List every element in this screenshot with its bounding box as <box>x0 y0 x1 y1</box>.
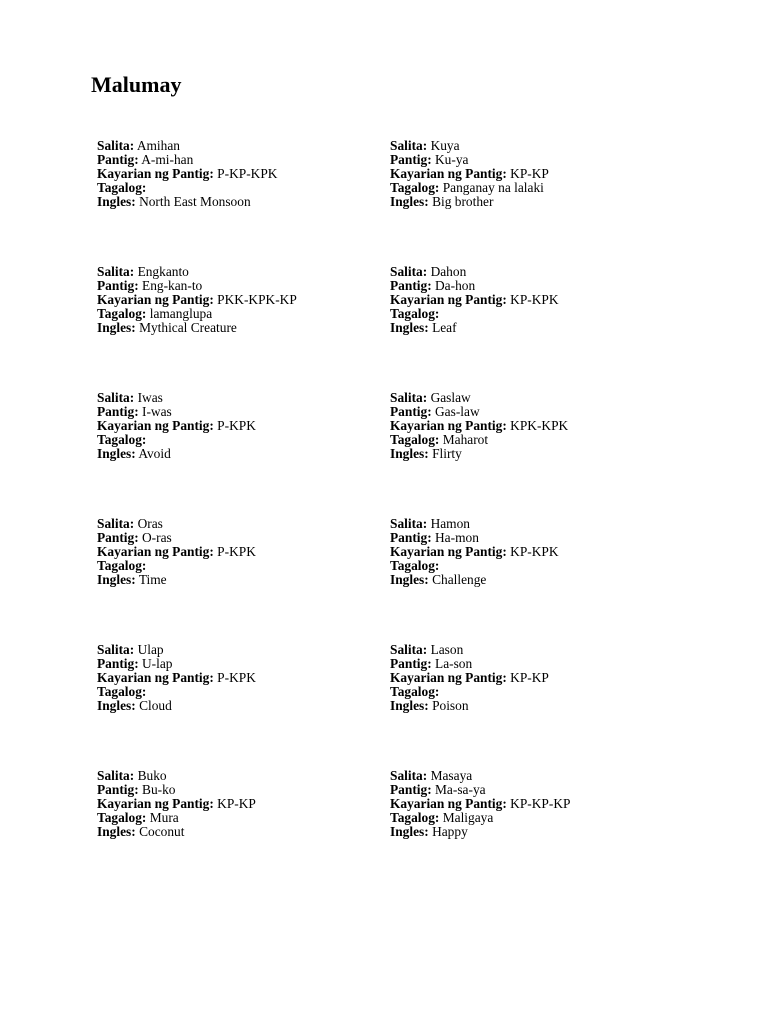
word-entry <box>97 643 390 769</box>
word-entry <box>390 643 683 769</box>
tagalog-label: Tagalog: <box>390 558 440 574</box>
kayarian-row <box>97 419 390 433</box>
tagalog-row <box>390 811 683 825</box>
ingles-row <box>97 573 390 587</box>
ingles-row <box>97 825 390 839</box>
pantig-value: U-lap <box>142 656 173 672</box>
ingles-label: Ingles: <box>390 320 429 336</box>
tagalog-label: Tagalog: <box>97 558 147 574</box>
pantig-label: Pantig: <box>390 782 432 798</box>
tagalog-row <box>97 811 390 825</box>
tagalog-value: Panganay na lalaki <box>442 180 544 196</box>
salita-row <box>97 139 390 153</box>
tagalog-row <box>97 685 390 699</box>
salita-row <box>390 391 683 405</box>
kayarian-row <box>390 419 683 433</box>
tagalog-label: Tagalog: <box>390 306 440 322</box>
kayarian-value: KP-KPK <box>510 292 559 308</box>
tagalog-row <box>390 433 683 447</box>
salita-row <box>390 643 683 657</box>
pantig-label: Pantig: <box>97 530 139 546</box>
ingles-row <box>390 447 683 461</box>
kayarian-label: Kayarian ng Pantig: <box>390 796 507 812</box>
salita-row <box>97 517 390 531</box>
ingles-label: Ingles: <box>390 572 429 588</box>
ingles-label: Ingles: <box>97 824 136 840</box>
salita-row <box>97 769 390 783</box>
kayarian-value: KP-KPK <box>510 544 559 560</box>
tagalog-row <box>97 181 390 195</box>
tagalog-label: Tagalog: <box>97 684 147 700</box>
pantig-value: Bu-ko <box>142 782 176 798</box>
pantig-row <box>390 405 683 419</box>
pantig-label: Pantig: <box>390 656 432 672</box>
word-entry <box>390 769 683 895</box>
ingles-row <box>390 825 683 839</box>
pantig-row <box>97 405 390 419</box>
kayarian-value: PKK-KPK-KP <box>217 292 297 308</box>
pantig-row <box>97 783 390 797</box>
pantig-value: Ha-mon <box>435 530 479 546</box>
kayarian-row <box>97 797 390 811</box>
tagalog-label: Tagalog: <box>390 180 440 196</box>
tagalog-row <box>390 307 683 321</box>
salita-value: Dahon <box>430 264 467 279</box>
ingles-label: Ingles: <box>97 698 136 714</box>
kayarian-label: Kayarian ng Pantig: <box>390 670 507 686</box>
salita-label: Salita: <box>390 768 428 783</box>
tagalog-row <box>390 559 683 573</box>
kayarian-label: Kayarian ng Pantig: <box>390 292 507 308</box>
kayarian-row <box>97 293 390 307</box>
pantig-label: Pantig: <box>97 782 139 798</box>
ingles-value: Avoid <box>138 446 171 462</box>
ingles-value: Time <box>138 572 167 588</box>
word-entry <box>97 391 390 517</box>
kayarian-value: KP-KP <box>510 670 549 686</box>
salita-value: Gaslaw <box>430 390 471 405</box>
pantig-row <box>97 153 390 167</box>
salita-value: Buko <box>137 768 167 783</box>
tagalog-label: Tagalog: <box>97 306 147 322</box>
kayarian-label: Kayarian ng Pantig: <box>390 166 507 182</box>
kayarian-row <box>390 545 683 559</box>
tagalog-value: lamanglupa <box>149 306 213 322</box>
ingles-label: Ingles: <box>390 446 429 462</box>
pantig-label: Pantig: <box>97 404 139 420</box>
kayarian-label: Kayarian ng Pantig: <box>390 544 507 560</box>
tagalog-label: Tagalog: <box>390 432 440 448</box>
kayarian-row <box>390 797 683 811</box>
ingles-label: Ingles: <box>97 572 136 588</box>
ingles-row <box>390 321 683 335</box>
ingles-value: North East Monsoon <box>139 194 251 210</box>
ingles-label: Ingles: <box>97 320 136 336</box>
word-entry <box>97 769 390 895</box>
kayarian-row <box>390 167 683 181</box>
pantig-row <box>97 531 390 545</box>
ingles-value: Mythical Creature <box>139 320 237 336</box>
tagalog-row <box>390 685 683 699</box>
tagalog-label: Tagalog: <box>97 810 147 826</box>
ingles-value: Coconut <box>139 824 185 840</box>
ingles-value: Happy <box>432 824 468 840</box>
salita-value: Hamon <box>430 516 470 531</box>
salita-label: Salita: <box>390 264 428 279</box>
pantig-value: Gas-law <box>435 404 480 420</box>
kayarian-label: Kayarian ng Pantig: <box>97 292 214 308</box>
salita-value: Oras <box>137 516 163 531</box>
word-entry <box>97 265 390 391</box>
word-entry <box>97 517 390 643</box>
ingles-value: Leaf <box>432 320 457 336</box>
ingles-label: Ingles: <box>390 194 429 210</box>
ingles-label: Ingles: <box>97 194 136 210</box>
ingles-row <box>390 573 683 587</box>
kayarian-value: KP-KP-KP <box>510 796 571 812</box>
salita-value: Ulap <box>137 642 164 657</box>
pantig-value: A-mi-han <box>141 152 194 168</box>
salita-row <box>390 517 683 531</box>
kayarian-label: Kayarian ng Pantig: <box>97 166 214 182</box>
word-entry <box>97 139 390 265</box>
kayarian-value: P-KP-KPK <box>217 166 278 182</box>
word-entry <box>390 391 683 517</box>
ingles-value: Poison <box>432 698 469 714</box>
kayarian-value: KP-KP <box>217 796 256 812</box>
word-entry <box>390 265 683 391</box>
tagalog-value: Maligaya <box>442 810 494 826</box>
ingles-label: Ingles: <box>390 698 429 714</box>
word-entry <box>390 517 683 643</box>
salita-value: Lason <box>430 642 464 657</box>
pantig-label: Pantig: <box>97 656 139 672</box>
salita-label: Salita: <box>390 516 428 531</box>
pantig-label: Pantig: <box>97 278 139 294</box>
tagalog-row <box>97 433 390 447</box>
tagalog-row <box>390 181 683 195</box>
pantig-row <box>390 279 683 293</box>
kayarian-value: KP-KP <box>510 166 549 182</box>
kayarian-row <box>390 671 683 685</box>
pantig-value: O-ras <box>142 530 172 546</box>
tagalog-label: Tagalog: <box>390 810 440 826</box>
kayarian-row <box>97 545 390 559</box>
word-entry <box>390 139 683 265</box>
salita-row <box>390 139 683 153</box>
ingles-label: Ingles: <box>390 824 429 840</box>
pantig-row <box>390 657 683 671</box>
tagalog-label: Tagalog: <box>97 432 147 448</box>
ingles-row <box>97 447 390 461</box>
salita-value: Amihan <box>136 138 180 153</box>
page-title: Malumay <box>91 72 182 97</box>
salita-row <box>97 391 390 405</box>
kayarian-label: Kayarian ng Pantig: <box>97 544 214 560</box>
pantig-label: Pantig: <box>390 530 432 546</box>
pantig-value: Da-hon <box>435 278 476 294</box>
ingles-value: Cloud <box>139 698 172 714</box>
tagalog-row <box>97 559 390 573</box>
tagalog-value: Mura <box>149 810 179 826</box>
pantig-value: La-son <box>435 656 473 672</box>
ingles-value: Flirty <box>432 446 462 462</box>
ingles-label: Ingles: <box>97 446 136 462</box>
pantig-row <box>97 657 390 671</box>
pantig-label: Pantig: <box>390 404 432 420</box>
kayarian-label: Kayarian ng Pantig: <box>97 796 214 812</box>
salita-row <box>97 265 390 279</box>
kayarian-value: P-KPK <box>217 670 256 686</box>
tagalog-label: Tagalog: <box>97 180 147 196</box>
salita-row <box>390 769 683 783</box>
salita-value: Kuya <box>430 138 460 153</box>
pantig-row <box>97 279 390 293</box>
pantig-label: Pantig: <box>390 278 432 294</box>
salita-value: Masaya <box>430 768 473 783</box>
pantig-value: Eng-kan-to <box>142 278 203 294</box>
kayarian-label: Kayarian ng Pantig: <box>390 418 507 434</box>
tagalog-value: Maharot <box>442 432 489 448</box>
pantig-label: Pantig: <box>97 152 139 168</box>
pantig-row <box>390 531 683 545</box>
salita-label: Salita: <box>390 390 428 405</box>
ingles-row <box>97 195 390 209</box>
salita-label: Salita: <box>97 516 135 531</box>
kayarian-row <box>390 293 683 307</box>
kayarian-row <box>97 671 390 685</box>
salita-label: Salita: <box>97 768 135 783</box>
tagalog-row <box>97 307 390 321</box>
salita-label: Salita: <box>390 642 428 657</box>
ingles-value: Challenge <box>432 572 487 588</box>
tagalog-label: Tagalog: <box>390 684 440 700</box>
pantig-row <box>390 153 683 167</box>
ingles-row <box>97 699 390 713</box>
kayarian-value: KPK-KPK <box>510 418 569 434</box>
ingles-row <box>390 699 683 713</box>
salita-label: Salita: <box>390 138 428 153</box>
salita-value: Iwas <box>137 390 163 405</box>
salita-label: Salita: <box>97 390 135 405</box>
pantig-label: Pantig: <box>390 152 432 168</box>
pantig-value: I-was <box>142 404 172 420</box>
ingles-row <box>390 195 683 209</box>
ingles-row <box>97 321 390 335</box>
salita-value: Engkanto <box>137 264 189 279</box>
salita-label: Salita: <box>97 138 135 153</box>
kayarian-value: P-KPK <box>217 418 256 434</box>
word-entries-grid <box>97 139 697 895</box>
salita-row <box>390 265 683 279</box>
pantig-row <box>390 783 683 797</box>
kayarian-row <box>97 167 390 181</box>
salita-label: Salita: <box>97 642 135 657</box>
kayarian-label: Kayarian ng Pantig: <box>97 670 214 686</box>
salita-row <box>97 643 390 657</box>
pantig-value: Ma-sa-ya <box>435 782 486 798</box>
ingles-value: Big brother <box>432 194 494 210</box>
kayarian-label: Kayarian ng Pantig: <box>97 418 214 434</box>
pantig-value: Ku-ya <box>435 152 469 168</box>
kayarian-value: P-KPK <box>217 544 256 560</box>
salita-label: Salita: <box>97 264 135 279</box>
